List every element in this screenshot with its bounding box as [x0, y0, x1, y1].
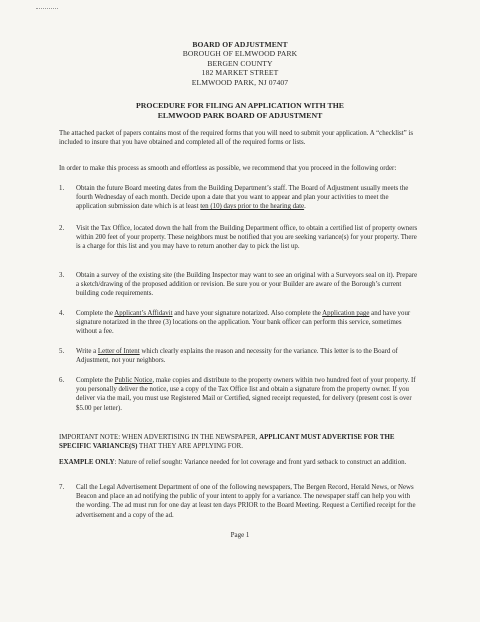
- step-text: Visit the Tax Office, located down the hall from the Building Department office, to obtain a certified list of property owners within 200 feet of your property. These neighbors must be notified that you are seeking variance(s) for your property. There is a charge for this list and you may have to return another day to pick the list up.: [76, 225, 418, 251]
- heading-line-2: ELMWOOD PARK BOARD OF ADJUSTMENT: [157, 111, 323, 120]
- borough-line: BOROUGH OF ELMWOOD PARK: [182, 49, 298, 59]
- intro-paragraph: The attached packet of papers contains most of the required forms that you will need to submit your application. A “checklist” is included to insure that you have obtained and completed all of the required forms or lists.: [59, 130, 414, 147]
- step-number: 1.: [59, 185, 65, 192]
- page-number: Page 1: [230, 531, 250, 539]
- letter-of-intent-link: Letter of Intent: [97, 348, 140, 355]
- step-number: 3.: [59, 272, 65, 279]
- county-line: BERGEN COUNTY: [207, 58, 273, 68]
- step-text: Complete the Public Notice, make copies and distribute to the property owners within two hundred feet of your property. If you personally deliver the notice, use a copy of the Tax Office list and obtain a signature from the property owner. If you deliver via the mail, you must use Registered Mail or Certified, signed receipt requested, for delivery (present cost is over $5.00 per letter).: [76, 377, 416, 412]
- scan-mark: [36, 8, 58, 19]
- example-label: EXAMPLE ONLY: [59, 459, 115, 466]
- step-number: 7.: [59, 484, 65, 491]
- step-text: Obtain the future Board meeting dates from the Building Department’s staff. The Board of Adjustment usually meets the fourth Wednesday of each month. Decide upon a date that you want to appear and plan your activities to meet the application submission date which is at least ten (10) days prior to the hearing date.: [76, 185, 409, 211]
- public-notice-link: Public Notice: [114, 377, 153, 384]
- important-note: IMPORTANT NOTE: WHEN ADVERTISING IN THE NEWSPAPER, APPLICANT MUST ADVERTISE FOR THE SPECIFIC VARIANCE(S) THAT THEY ARE APPLYING FOR.: [59, 434, 395, 451]
- step-text: Write a Letter of Intent which clearly explains the reason and necessity for the variance. This letter is to the Board of Adjustment, not your neighbors.: [76, 348, 398, 365]
- letterhead: [0, 40, 480, 87]
- city-line: ELMWOOD PARK, NJ 07407: [191, 77, 289, 87]
- board-title: BOARD OF ADJUSTMENT: [192, 40, 288, 49]
- step-number: 5.: [59, 348, 65, 355]
- applicants-affidavit-link: Applicant’s Affidavit: [114, 310, 173, 317]
- step-text: Obtain a survey of the existing site (the Building Inspector may want to see an original with a Surveyors seal on it). Prepare a sketch/drawing of the proposed addition or revision. Be sure you or your Builder are aware of the Borough’s current building code requirements.: [76, 272, 418, 298]
- application-page-link: Application page: [322, 310, 370, 317]
- heading-line-1: PROCEDURE FOR FILING AN APPLICATION WITH THE: [136, 101, 344, 110]
- important-note-bold: APPLICANT MUST ADVERTISE FOR THE SPECIFIC VARIANCE(S): [59, 434, 395, 451]
- order-paragraph: In order to make this process as smooth and effortless as possible, we recommend that you proceed in the following order:: [59, 165, 397, 172]
- deadline-underlined: ten (10) days prior to the hearing date: [200, 203, 305, 211]
- step-number: 2.: [59, 225, 65, 232]
- street-line: 182 MARKET STREET: [201, 68, 279, 78]
- procedure-heading: [0, 101, 480, 121]
- step-text: Complete the Applicant’s Affidavit and have your signature notarized. Also complete the Application page and have your signature notarized in the three (3) locations on the application. Your bank officer can perform this service, sometimes without a fee.: [76, 310, 411, 336]
- step-number: 6.: [59, 377, 65, 384]
- example-paragraph: EXAMPLE ONLY: Nature of relief sought: Variance needed for lot coverage and front yard setback to construct an addition.: [59, 459, 407, 466]
- step-text: Call the Legal Advertisement Department of one of the following newspapers, The Bergen Record, Herald News, or News Beacon and place an ad notifying the public of your intent to apply for a variance. The newspaper staff can help you with the wording. The ad must run for one day at least ten days PRIOR to the Board Meeting. Request a Certified receipt for the advertisement and a copy of the ad.: [76, 484, 416, 519]
- step-number: 4.: [59, 310, 65, 317]
